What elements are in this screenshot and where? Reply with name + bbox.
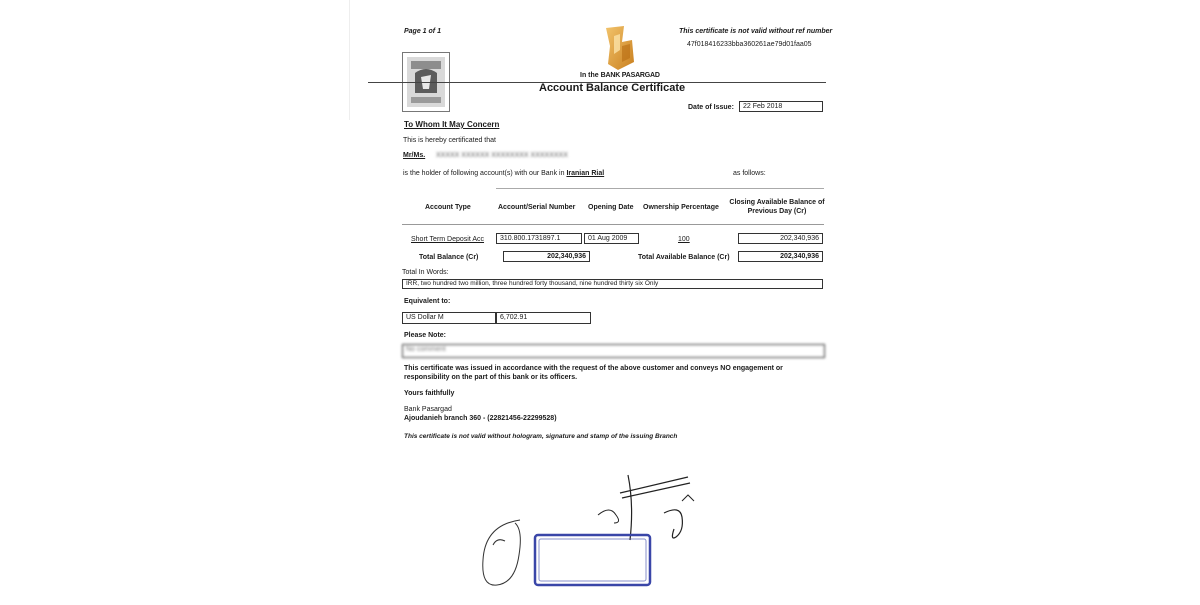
certificate-page bbox=[350, 0, 850, 600]
row-serial: 310.800.1731897.1 bbox=[496, 233, 582, 244]
as-follows: as follows: bbox=[733, 170, 766, 177]
total-available-label: Total Available Balance (Cr) bbox=[638, 254, 730, 261]
row-closing-balance: 202,340,936 bbox=[738, 233, 823, 244]
bank-name-line bbox=[580, 71, 660, 80]
ref-number: 47f018416233bba360261ae79d01faa05 bbox=[687, 41, 812, 48]
customer-name-redacted: XXXXX XXXXXX XXXXXXXX XXXXXXXX bbox=[436, 152, 568, 159]
col-closing-balance: Closing Available Balance of Previous Day (Cr) bbox=[729, 199, 825, 215]
page-number: Page 1 of 1 bbox=[404, 28, 441, 35]
disclaimer-line-2: responsibility on the part of this bank or its officers. bbox=[404, 374, 578, 381]
col-account-type: Account Type bbox=[425, 204, 471, 211]
date-label: Date of Issue: bbox=[688, 104, 734, 111]
bank-prefix: In the bbox=[580, 72, 599, 79]
header-separator bbox=[402, 224, 824, 225]
row-account-type: Short Term Deposit Acc bbox=[411, 236, 485, 243]
bank-signoff: Bank Pasargad bbox=[404, 406, 452, 413]
equivalent-amount: 6,702.91 bbox=[496, 312, 591, 324]
certify-line: This is hereby certificated that bbox=[403, 137, 496, 144]
branch-info: Ajoudanieh branch 360 - (22821456-22299528) bbox=[404, 415, 557, 422]
equivalent-currency: US Dollar M bbox=[402, 312, 496, 324]
row-opening-date: 01 Aug 2009 bbox=[584, 233, 639, 244]
note-label: Please Note: bbox=[404, 332, 447, 339]
col-opening-date: Opening Date bbox=[588, 204, 634, 211]
date-field: 22 Feb 2018 bbox=[739, 101, 823, 112]
validity-note: This certificate is not valid without ref number bbox=[679, 28, 833, 35]
holder-text: is the holder of following account(s) with our Bank in bbox=[403, 170, 565, 177]
bank-name: BANK PASARGAD bbox=[600, 72, 660, 79]
salutation: To Whom It May Concern bbox=[404, 120, 500, 129]
name-label: Mr/Ms. bbox=[403, 152, 426, 159]
total-balance-value: 202,340,936 bbox=[503, 251, 590, 262]
note-field: No comment bbox=[402, 344, 825, 358]
words-label: Total In Words: bbox=[402, 269, 449, 276]
currency-name: Iranian Rial bbox=[566, 170, 605, 177]
total-available-value: 202,340,936 bbox=[738, 251, 823, 262]
closing-line: Yours faithfully bbox=[404, 390, 455, 397]
table-top-rule bbox=[496, 188, 824, 189]
total-balance-label: Total Balance (Cr) bbox=[419, 254, 479, 261]
bank-logo-icon bbox=[600, 24, 640, 72]
disclaimer-line-1: This certificate was issued in accordance with the request of the above customer and conveys NO engagement or bbox=[404, 365, 783, 372]
words-value: IRR, two hundred two million, three hundred forty thousand, nine hundred thirty six Only bbox=[402, 279, 823, 289]
hologram-note: This certificate is not valid without hologram, signature and stamp of the issuing Branch bbox=[404, 433, 678, 440]
col-serial: Account/Serial Number bbox=[498, 204, 576, 211]
holder-line bbox=[403, 169, 604, 178]
equivalent-label: Equivalent to: bbox=[404, 298, 451, 305]
certificate-title: Account Balance Certificate bbox=[539, 82, 686, 94]
col-ownership: Ownership Percentage bbox=[643, 204, 719, 211]
stamp-icon bbox=[475, 515, 660, 600]
row-ownership: 100 bbox=[678, 236, 690, 243]
page-edge-line bbox=[349, 0, 350, 120]
